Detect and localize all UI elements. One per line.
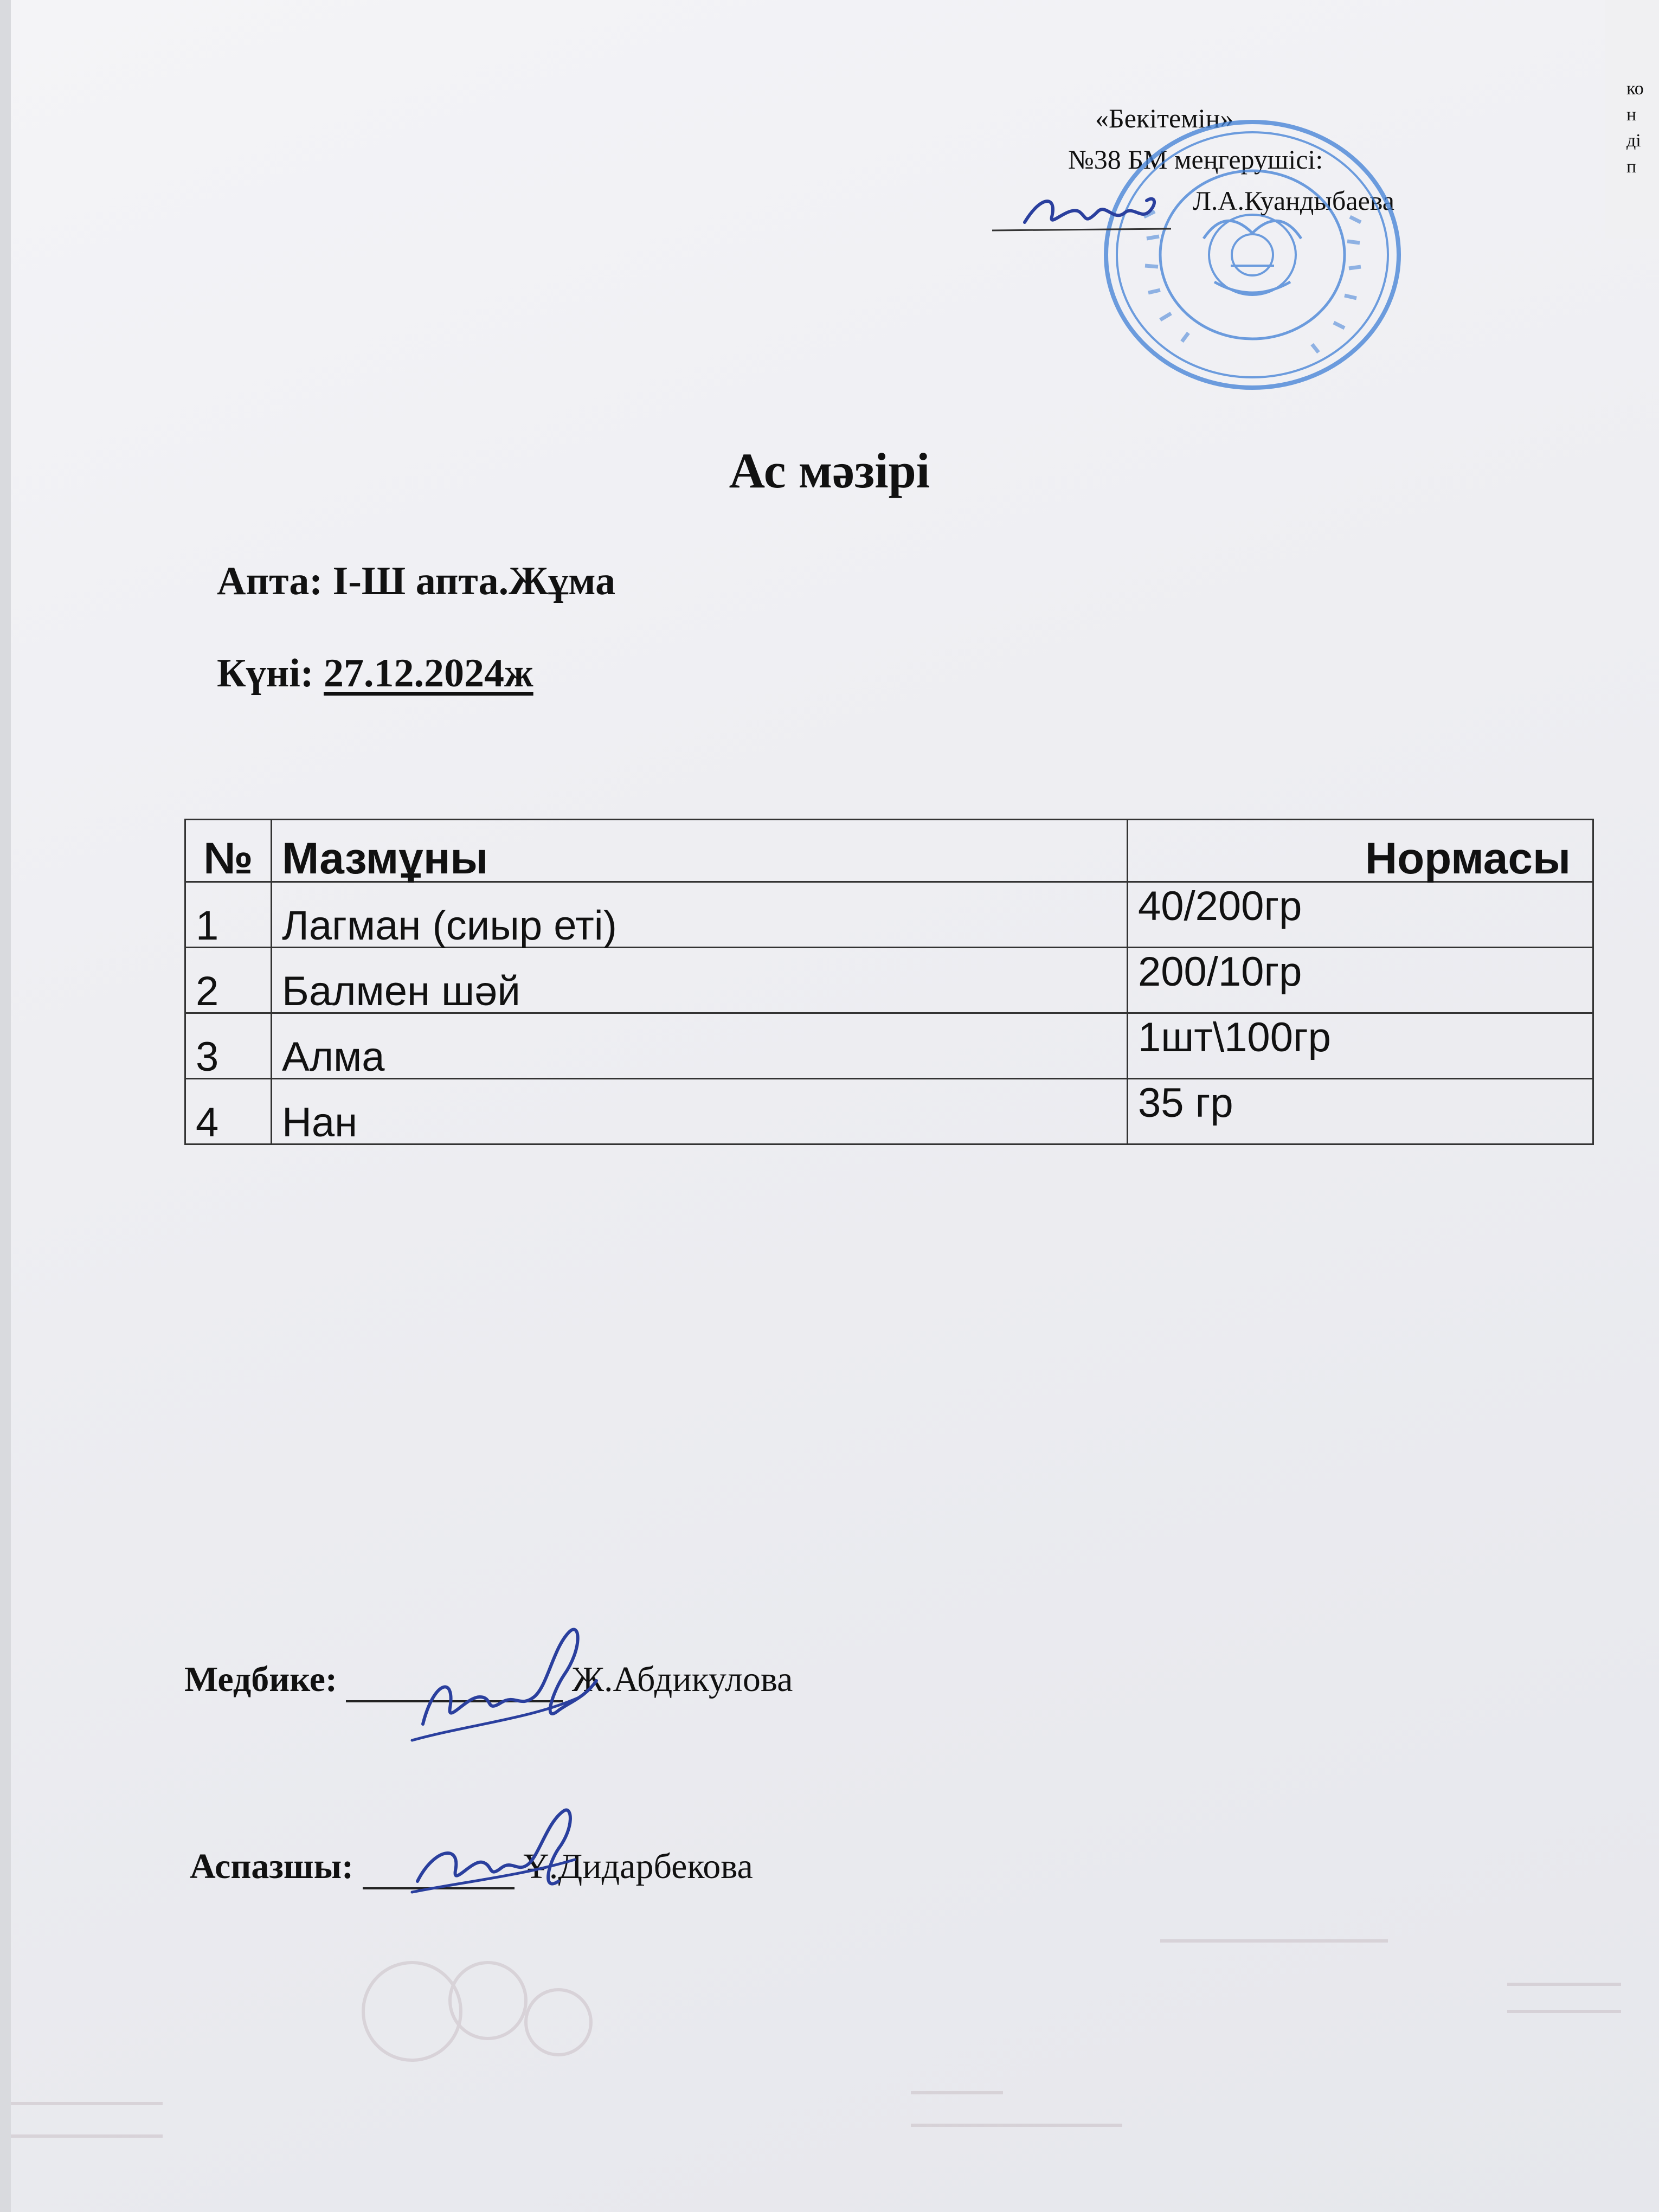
edge-text-line: н xyxy=(1626,105,1637,125)
adjacent-page-text xyxy=(1626,76,1644,180)
nurse-name: Ж.Абдикулова xyxy=(571,1660,793,1699)
row-number: 1 xyxy=(185,882,272,948)
approval-heading: «Бекітемін» xyxy=(1095,103,1234,133)
cook-role: Аспазшы: xyxy=(190,1847,354,1886)
row-norm: 35 гр xyxy=(1128,1079,1593,1144)
row-number: 4 xyxy=(185,1079,272,1144)
edge-text-line: ді xyxy=(1626,131,1641,151)
row-norm: 1шт\100гр xyxy=(1128,1013,1593,1079)
director-signature-icon xyxy=(992,179,1198,244)
table-row xyxy=(185,882,1593,948)
nurse-role: Медбике: xyxy=(184,1660,337,1699)
table-row xyxy=(185,948,1593,1013)
date-value: 27.12.2024ж xyxy=(324,651,533,696)
row-content: Алма xyxy=(272,1013,1128,1079)
week-value: І-Ш апта.Жұма xyxy=(332,559,616,603)
menu-table xyxy=(184,819,1594,1145)
row-content: Нан xyxy=(272,1079,1128,1144)
date-label: Күні: xyxy=(217,651,314,696)
row-number: 2 xyxy=(185,948,272,1013)
nurse-signature-icon xyxy=(390,1616,618,1746)
row-content: Балмен шәй xyxy=(272,948,1128,1013)
approval-name: Л.А.Куандыбаева xyxy=(1193,185,1394,216)
table-header-row xyxy=(185,820,1593,882)
header-number: № xyxy=(185,820,272,882)
date-line xyxy=(217,651,533,697)
header-norm: Нормасы xyxy=(1128,820,1593,882)
row-norm: 200/10гр xyxy=(1128,948,1593,1013)
header-content: Мазмұны xyxy=(272,820,1128,882)
week-line xyxy=(217,558,615,605)
row-norm: 40/200гр xyxy=(1128,882,1593,948)
row-number: 3 xyxy=(185,1013,272,1079)
week-label: Апта: xyxy=(217,559,323,603)
official-stamp-icon xyxy=(1095,108,1410,390)
table-row xyxy=(185,1079,1593,1144)
approval-position: №38 БМ меңгерушісі: xyxy=(1068,144,1323,175)
edge-text-line: п xyxy=(1626,157,1637,177)
row-content: Лагман (сиыр еті) xyxy=(272,882,1128,948)
cook-name: Ұ.Дидарбекова xyxy=(523,1847,753,1886)
edge-text-line: ко xyxy=(1626,79,1644,99)
bleed-through-decoration xyxy=(0,1870,1659,2212)
table-row xyxy=(185,1013,1593,1079)
page-title: Ас мәзірі xyxy=(729,443,930,498)
